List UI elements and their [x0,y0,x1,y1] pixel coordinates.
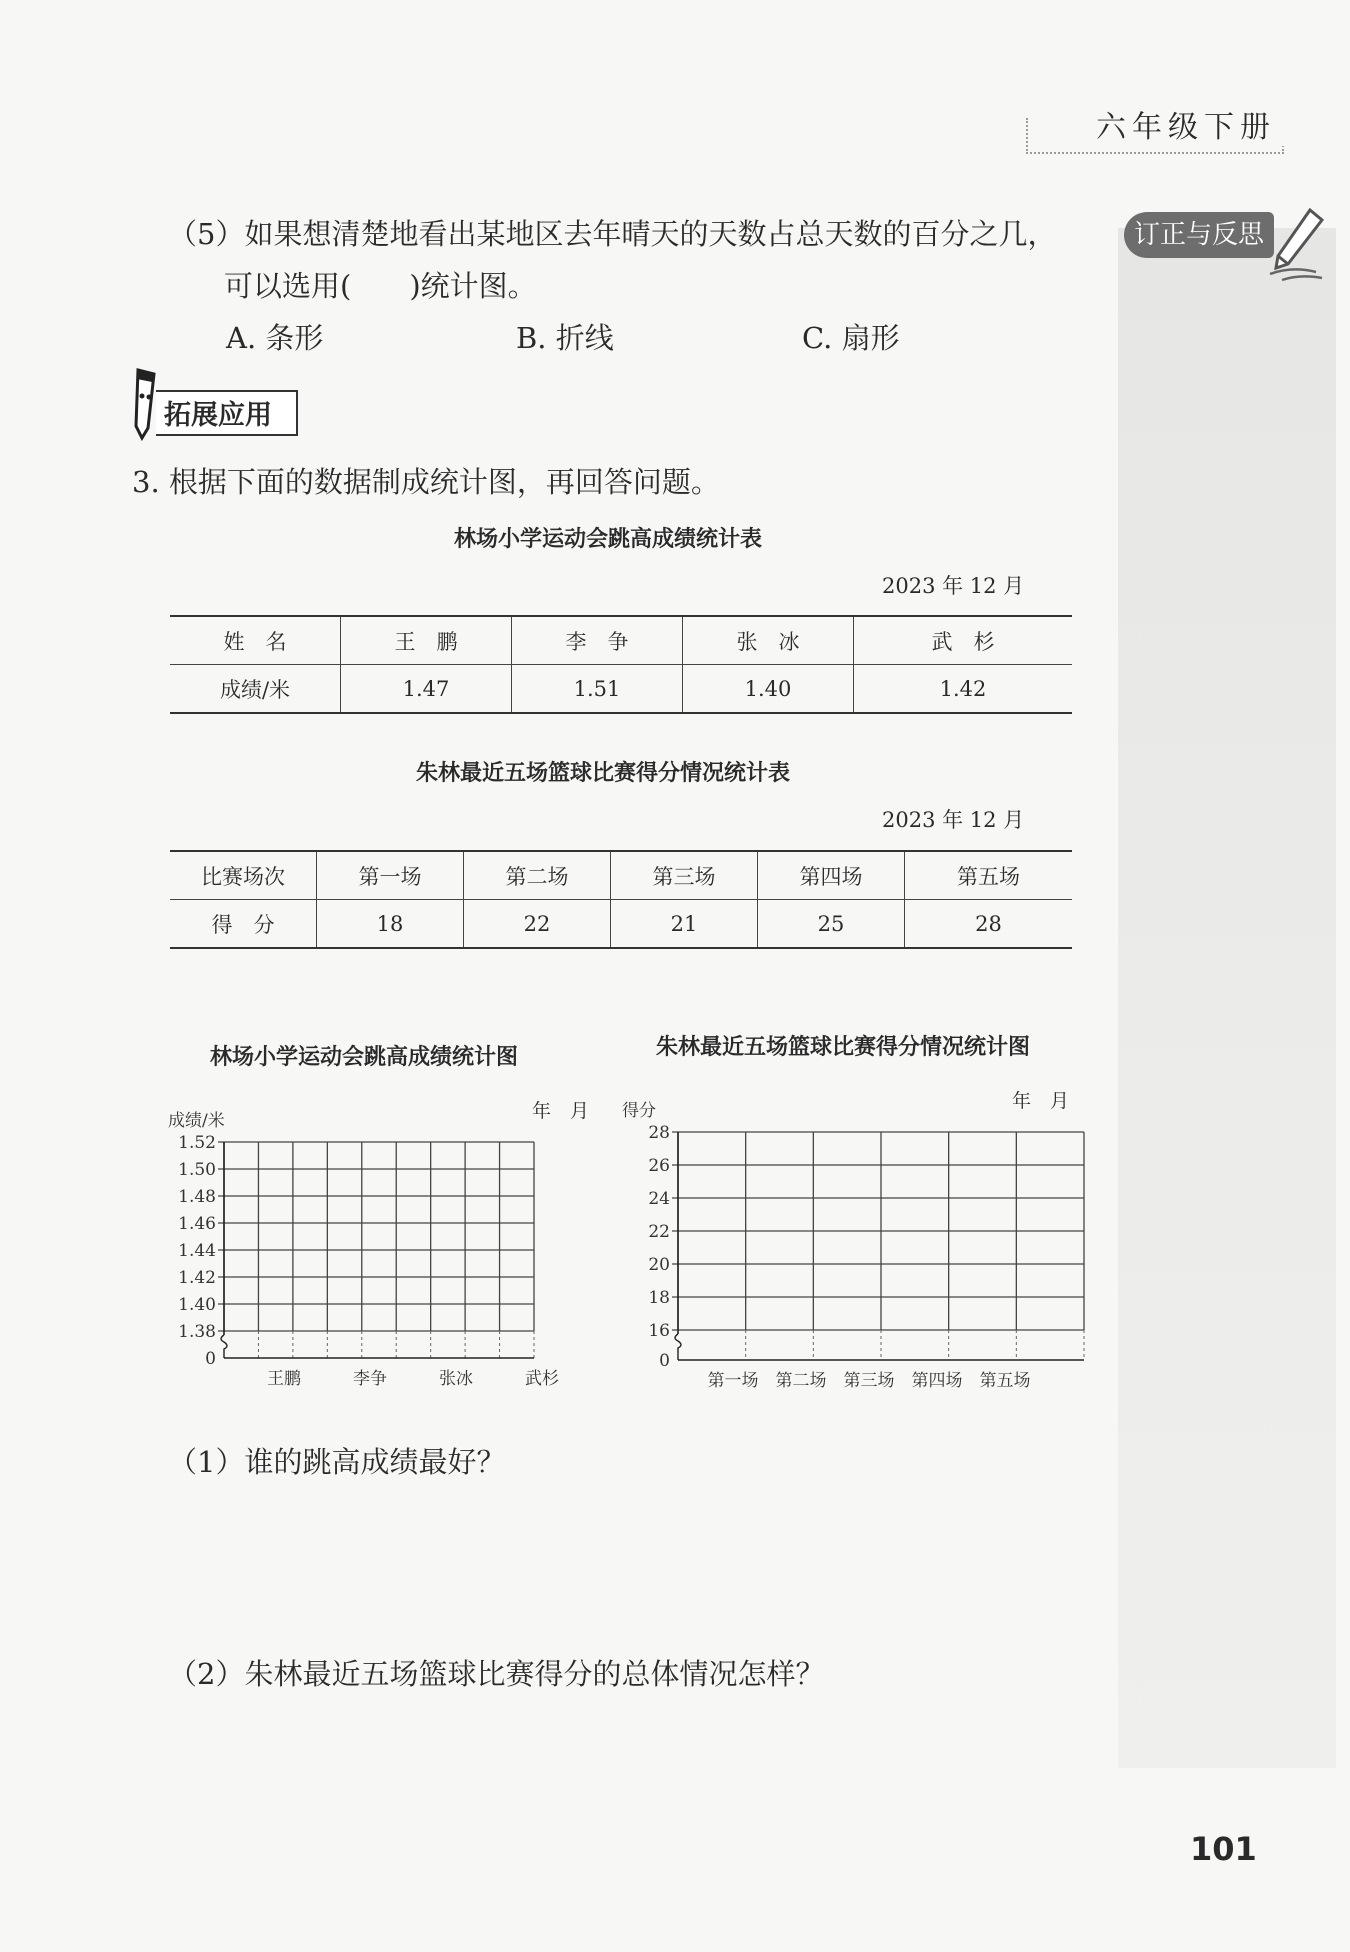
y-tick-label: 1.38 [178,1322,216,1342]
y-axis-label: 得分 [622,1101,656,1121]
y-tick-label: 1.52 [178,1133,216,1153]
table2-title: 朱林最近五场篮球比赛得分情况统计表 [416,761,791,786]
table-cell: 1.47 [341,665,512,714]
chart2-grid [622,1092,1090,1402]
q5-line1: （5）如果想清楚地看出某地区去年晴天的天数占总天数的百分之几， [168,217,1057,251]
y-tick-label: 28 [648,1123,670,1143]
table-cell: 1.51 [512,665,683,714]
axis-break-mark [221,1335,227,1358]
q3-stem: 3. 根据下面的数据制成统计图，再回答问题。 [132,465,720,499]
table1-title: 林场小学运动会跳高成绩统计表 [454,527,763,552]
x-tick-label: 第二场 [775,1371,827,1391]
table1 [170,615,1072,714]
pencil-icon [128,368,162,442]
x-tick-label: 王鹏 [267,1369,301,1389]
x-tick-label: 第三场 [843,1371,895,1391]
y-axis-label: 成绩/米 [168,1111,225,1131]
y-tick-label: 26 [648,1156,670,1176]
table-cell: 王 鹏 [341,616,512,665]
y-tick-label: 1.50 [178,1160,216,1180]
axis-break-mark [675,1334,681,1360]
table-row [170,665,1072,714]
table-cell: 第一场 [317,851,464,900]
q5-option-b: B. 折线 [516,321,614,355]
y-tick-label: 18 [648,1288,670,1308]
chart1-grid [150,1100,620,1390]
q5-option-c: C. 扇形 [802,321,900,355]
table-cell: 第二场 [464,851,611,900]
y-tick-label: 0 [659,1351,670,1371]
table-cell: 1.42 [854,665,1073,714]
table-cell: 李 争 [512,616,683,665]
margin-label: 订正与反思 [1124,212,1274,258]
section-title: 拓展应用 [164,400,272,431]
question-1: （1）谁的跳高成绩最好？ [168,1445,506,1479]
chart1-title: 林场小学运动会跳高成绩统计图 [210,1045,519,1070]
x-tick-label: 武杉 [525,1369,559,1389]
y-tick-label: 16 [648,1321,670,1341]
table-cell: 比赛场次 [170,851,317,900]
grade-label: 六年级下册 [1088,102,1284,146]
table-cell: 第三场 [611,851,758,900]
table-cell: 第四场 [758,851,905,900]
x-tick-label: 李争 [353,1369,387,1389]
y-tick-label: 1.46 [178,1214,216,1234]
y-tick-label: 24 [648,1189,670,1209]
y-tick-label: 1.42 [178,1268,216,1288]
pencil-icon [1266,206,1326,282]
question-2: （2）朱林最近五场篮球比赛得分的总体情况怎样？ [168,1657,825,1691]
q5-option-a: A. 条形 [226,321,324,355]
table-row [170,900,1072,949]
x-tick-label: 张冰 [439,1369,473,1389]
table-cell: 第五场 [905,851,1073,900]
table2 [170,850,1072,949]
table-cell: 武 杉 [854,616,1073,665]
table1-date: 2023 年 12 月 [882,574,1025,598]
q5-line2: 可以选用( )统计图。 [224,269,537,303]
table2-date: 2023 年 12 月 [882,808,1025,832]
table-cell: 姓 名 [170,616,341,665]
x-tick-label: 第四场 [911,1371,963,1391]
table-cell: 张 冰 [683,616,854,665]
table-cell: 25 [758,900,905,949]
chart1-date-blank: 年 月 [532,1100,590,1122]
table-cell: 18 [317,900,464,949]
table-cell: 成绩/米 [170,665,341,714]
table-cell: 1.40 [683,665,854,714]
y-tick-label: 1.44 [178,1241,216,1261]
chart2-date-blank: 年 月 [1012,1090,1070,1112]
y-tick-label: 1.48 [178,1187,216,1207]
y-tick-label: 20 [648,1255,670,1275]
margin-column [1118,228,1336,1768]
table-cell: 21 [611,900,758,949]
table-cell: 28 [905,900,1073,949]
x-tick-label: 第五场 [979,1371,1031,1391]
y-tick-label: 0 [205,1349,216,1369]
table-cell: 得 分 [170,900,317,949]
table-row [170,851,1072,900]
page-number: 101 [1190,1830,1257,1868]
y-tick-label: 1.40 [178,1295,216,1315]
table-row [170,616,1072,665]
table-cell: 22 [464,900,611,949]
chart2-title: 朱林最近五场篮球比赛得分情况统计图 [656,1035,1031,1060]
x-tick-label: 第一场 [707,1371,759,1391]
y-tick-label: 22 [648,1222,670,1242]
